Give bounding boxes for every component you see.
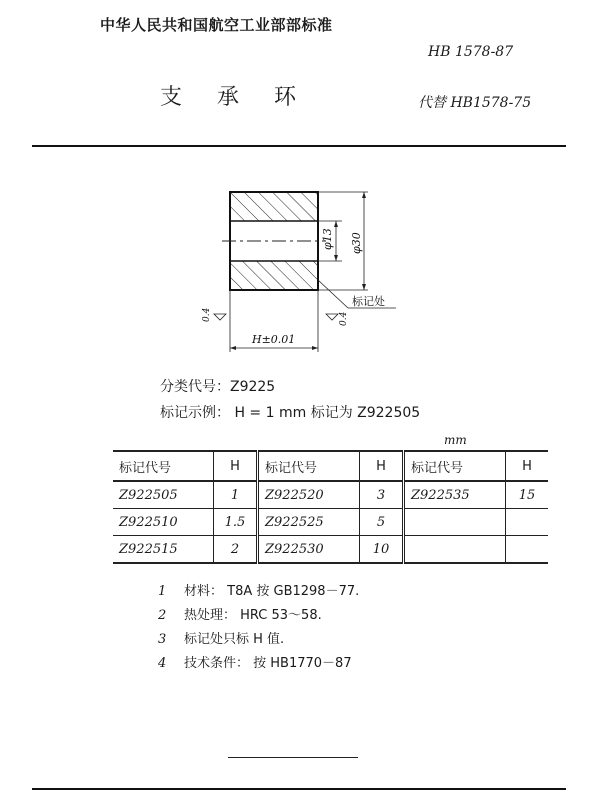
- table-cell: Z922520: [258, 481, 360, 509]
- roughness-left-value: 0.4: [202, 307, 212, 322]
- table-row: [113, 536, 548, 564]
- table-cell: Z922525: [258, 509, 360, 536]
- header-h-2: H: [360, 451, 404, 481]
- standard-number: HB 1578-87: [428, 44, 514, 60]
- table-cell: [506, 536, 549, 564]
- document-title: 支 承 环: [160, 85, 310, 110]
- table-cell: 2: [214, 536, 258, 564]
- length-label: H±0.01: [252, 333, 296, 346]
- marking-example: 标记示例： H = 1 mm 标记为 Z922505: [160, 405, 421, 421]
- note-text: 材料： T8A 按 GB1298－77.: [184, 584, 360, 599]
- outer-diameter-label: φ30: [350, 232, 363, 254]
- header-code-1: 标记代号: [113, 451, 214, 481]
- header-h-1: H: [214, 451, 258, 481]
- note-item: [158, 604, 359, 628]
- roughness-left-symbol: [214, 314, 226, 320]
- dimension-table: [113, 450, 548, 564]
- table-row: [113, 481, 548, 509]
- table-cell: 3: [360, 481, 404, 509]
- note-number: 2: [158, 608, 167, 623]
- table-unit: mm: [444, 433, 467, 447]
- ring-section-bottom: [230, 261, 318, 290]
- table-header-row: [113, 451, 548, 481]
- note-item: [158, 628, 359, 652]
- support-ring-drawing: [190, 180, 430, 355]
- inner-diameter-label: φ13: [321, 228, 334, 250]
- table-cell: Z922515: [113, 536, 214, 564]
- note-text: 技术条件： 按 HB1770－87: [184, 656, 352, 671]
- header-code-3: 标记代号: [404, 451, 506, 481]
- issuing-organization: 中华人民共和国航空工业部部标准: [100, 16, 333, 34]
- note-number: 3: [158, 632, 167, 647]
- table-cell: [506, 509, 549, 536]
- table-cell: [404, 536, 506, 564]
- table-cell: Z922535: [404, 481, 506, 509]
- table-cell: Z922510: [113, 509, 214, 536]
- table-cell: Z922530: [258, 536, 360, 564]
- table-cell: 5: [360, 509, 404, 536]
- classification-code: 分类代号：Z9225: [160, 379, 276, 395]
- marking-location-label: 标记处: [352, 295, 385, 308]
- header-rule: [32, 145, 566, 147]
- header-h-3: H: [506, 451, 549, 481]
- roughness-right-symbol: [326, 314, 338, 320]
- table-cell: Z922505: [113, 481, 214, 509]
- note-item: [158, 580, 359, 604]
- roughness-right-value: 0.4: [339, 311, 349, 326]
- table-cell: 1.5: [214, 509, 258, 536]
- note-text: 热处理： HRC 53～58.: [184, 608, 322, 623]
- header-code-2: 标记代号: [258, 451, 360, 481]
- table-cell: 10: [360, 536, 404, 564]
- note-text: 标记处只标 H 值.: [184, 632, 285, 647]
- footer-rule: [32, 788, 566, 790]
- replaces-standard: 代替 HB1578-75: [418, 95, 532, 111]
- note-number: 1: [158, 584, 167, 599]
- ring-section-top: [230, 192, 318, 221]
- table-cell: [404, 509, 506, 536]
- technical-notes: [158, 580, 359, 676]
- table-row: [113, 509, 548, 536]
- end-rule: [228, 757, 358, 758]
- table-cell: 1: [214, 481, 258, 509]
- note-item: [158, 652, 359, 676]
- note-number: 4: [158, 656, 167, 671]
- table-cell: 15: [506, 481, 549, 509]
